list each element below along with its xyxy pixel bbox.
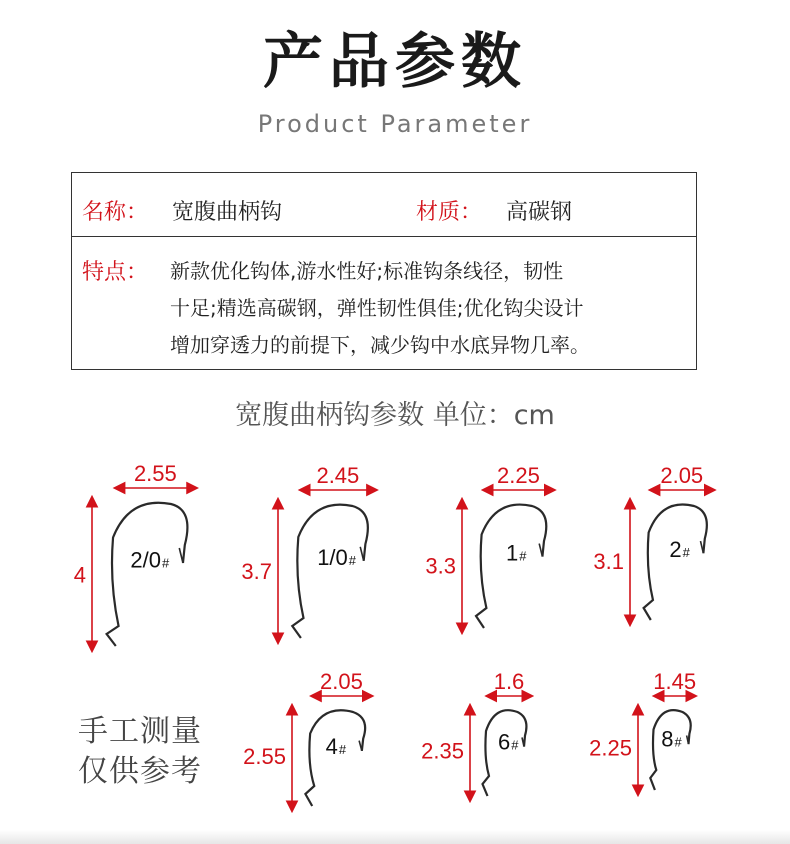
height-label: 3.3 bbox=[425, 553, 456, 579]
size-label: 6# bbox=[498, 729, 519, 755]
width-label: 2.45 bbox=[316, 463, 360, 488]
height-label: 3.7 bbox=[241, 559, 272, 584]
spec-row-name-material bbox=[72, 173, 696, 237]
hook-wire bbox=[644, 504, 707, 620]
height-label: 3.1 bbox=[593, 549, 624, 575]
measurement-note bbox=[78, 712, 208, 792]
hook-wire bbox=[292, 505, 368, 638]
size-label: 8# bbox=[661, 726, 682, 752]
note-line: 仅供参考 bbox=[78, 754, 202, 789]
bottom-divider bbox=[0, 830, 790, 844]
spec-table bbox=[71, 172, 697, 370]
hook-point bbox=[179, 548, 183, 563]
hook-item bbox=[589, 669, 696, 794]
width-label: 1.6 bbox=[493, 669, 525, 694]
width-label: 2.55 bbox=[133, 461, 177, 486]
size-label: 1/0# bbox=[317, 545, 357, 570]
size-label: 1# bbox=[506, 540, 527, 566]
hook-item bbox=[74, 461, 196, 650]
hook-item bbox=[421, 669, 531, 800]
params-title: 宽腹曲柄钩参数 单位：cm bbox=[235, 400, 555, 431]
width-label: 2.25 bbox=[496, 463, 540, 488]
hook-wire bbox=[107, 503, 188, 646]
hook-point bbox=[360, 547, 363, 561]
features-line: 十足;精选高碳钢，弹性韧性俱佳;优化钩尖设计 bbox=[170, 296, 584, 320]
height-label: 4 bbox=[73, 562, 86, 588]
page-subtitle: Product Parameter bbox=[257, 110, 533, 138]
hook-wire bbox=[476, 505, 546, 628]
hook-point bbox=[539, 544, 542, 557]
size-label: 4# bbox=[325, 733, 347, 759]
width-label: 1.45 bbox=[653, 669, 697, 694]
features-text bbox=[170, 253, 690, 364]
width-label: 2.05 bbox=[320, 669, 363, 694]
material-label: 材质： bbox=[416, 200, 483, 225]
height-label: 2.25 bbox=[589, 735, 632, 761]
height-label: 2.55 bbox=[243, 744, 286, 770]
features-line: 新款优化钩体,游水性好;标准钩条线径，韧性 bbox=[170, 259, 564, 283]
hook-item bbox=[593, 463, 713, 624]
features-label: 特点： bbox=[82, 260, 149, 285]
name-value: 宽腹曲柄钩 bbox=[172, 200, 283, 225]
size-label: 2/0# bbox=[130, 547, 170, 573]
hook-item bbox=[425, 463, 553, 632]
size-label: 2# bbox=[669, 536, 690, 562]
width-label: 2.05 bbox=[660, 463, 704, 488]
hook-item bbox=[243, 669, 371, 810]
hook-item bbox=[241, 463, 375, 642]
name-label: 名称： bbox=[82, 200, 149, 225]
note-line: 手工测量 bbox=[78, 714, 202, 749]
height-label: 2.35 bbox=[421, 738, 464, 764]
features-line: 增加穿透力的前提下，减少钩中水底异物几率。 bbox=[170, 333, 590, 357]
page-title: 产品参数 bbox=[263, 27, 527, 97]
material-value: 高碳钢 bbox=[506, 200, 573, 225]
